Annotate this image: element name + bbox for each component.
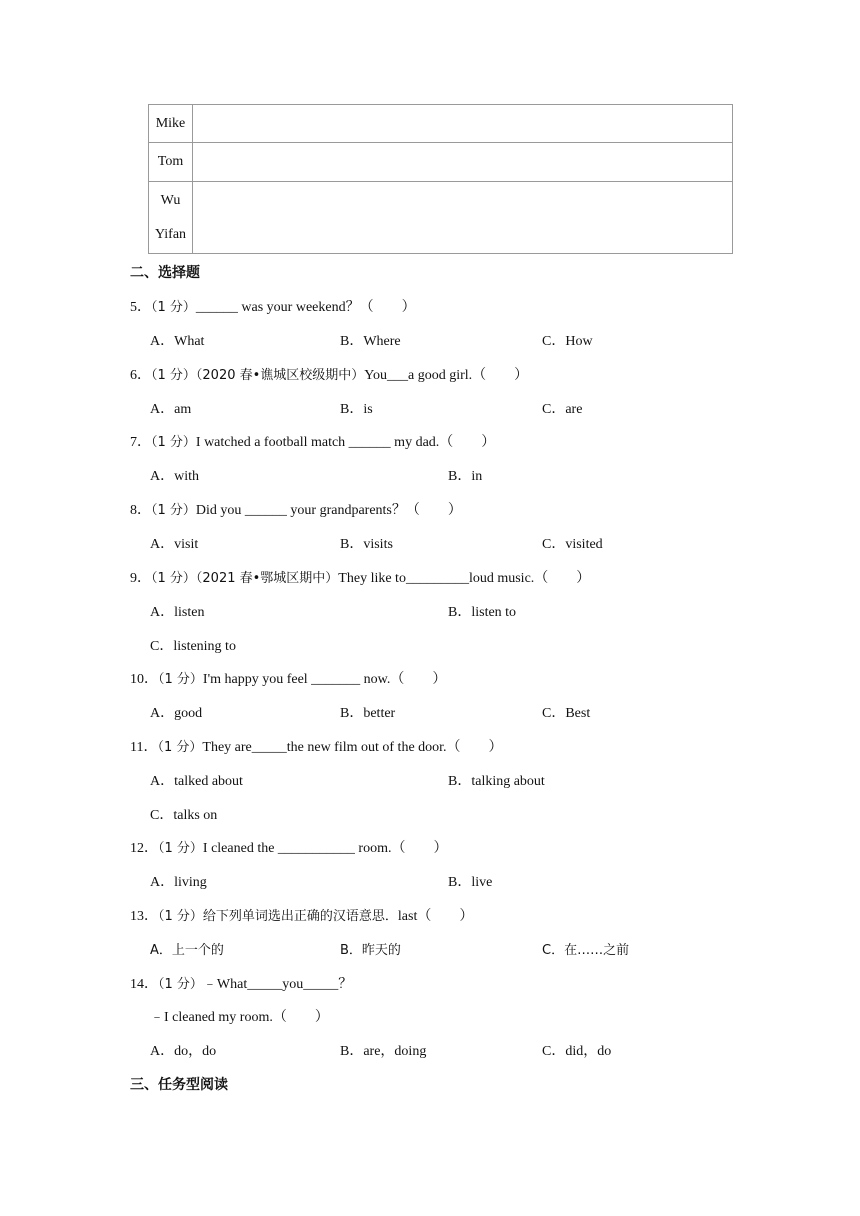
option-a: A．with: [150, 469, 199, 484]
option-a: A．visit: [150, 537, 199, 552]
question-10: [130, 668, 446, 688]
option-a: A．What: [150, 334, 205, 349]
names-table: [148, 104, 733, 254]
section-heading-reading: 三、任务型阅读: [130, 1077, 228, 1093]
option-b: B．live: [448, 875, 493, 890]
question-points: （1 分）: [158, 841, 203, 856]
question-instruction: 给下列单词选出正确的汉语意思．: [202, 909, 398, 924]
answer-cell: [193, 182, 733, 254]
option-b: B．talking about: [448, 774, 545, 789]
table-row: [149, 182, 733, 254]
question-stem: last（ ）: [397, 909, 474, 924]
table-row: [149, 143, 733, 182]
question-number: 10．: [130, 672, 158, 687]
question-stem: You___a good girl.（ ）: [364, 368, 529, 383]
option-a: A．talked about: [150, 774, 243, 789]
name-line: Wu: [160, 192, 181, 208]
question-stem: They are_____the new film out of the door.（ ）: [202, 740, 503, 755]
option-c: C．did，do: [542, 1044, 612, 1059]
question-points: （1 分）: [151, 368, 196, 383]
question-number: 5．: [130, 300, 151, 315]
question-stem: I cleaned the ___________ room.（ ）: [202, 841, 448, 856]
question-source: （2021 春•鄂城区期中）: [195, 571, 339, 586]
option-b: B．visits: [340, 537, 393, 552]
question-number: 9．: [130, 571, 151, 586]
question-9: [130, 567, 590, 587]
question-number: 8．: [130, 503, 151, 518]
question-points: （1 分）: [151, 300, 196, 315]
question-stem: I watched a football match ______ my dad.（ ）: [195, 435, 496, 450]
question-number: 6．: [130, 368, 151, 383]
option-c: C．How: [542, 334, 593, 349]
question-7: [130, 431, 495, 451]
option-a: A．living: [150, 875, 207, 890]
option-a: A．上一个的: [150, 943, 224, 958]
question-points: （1 分）: [158, 909, 203, 924]
question-stem: ﹣What_____you_____？: [202, 977, 353, 992]
answer-cell: [193, 143, 733, 182]
section-heading-choice: 二、选择题: [130, 265, 200, 281]
question-6: [130, 364, 528, 384]
option-a: A．listen: [150, 605, 205, 620]
question-11: [130, 736, 503, 756]
option-a: A．am: [150, 402, 192, 417]
question-number: 13．: [130, 909, 158, 924]
question-12: [130, 837, 447, 857]
question-points: （1 分）: [157, 740, 203, 755]
question-points: （1 分）: [151, 435, 196, 450]
question-stem: ______ was your weekend？（ ）: [195, 300, 416, 315]
question-8: [130, 499, 462, 519]
name-cell: [149, 182, 193, 254]
name-cell: Tom: [149, 143, 193, 182]
option-b: B．in: [448, 469, 483, 484]
option-c: C．visited: [542, 537, 603, 552]
option-b: B．better: [340, 706, 396, 721]
question-number: 14．: [130, 977, 158, 992]
option-b: B．is: [340, 402, 373, 417]
option-a: A．good: [150, 706, 203, 721]
name-line: Yifan: [154, 226, 187, 242]
question-points: （1 分）: [151, 571, 196, 586]
option-c: C．listening to: [150, 639, 236, 654]
question-number: 12．: [130, 841, 158, 856]
option-c: C．talks on: [150, 808, 218, 823]
option-b: B．listen to: [448, 605, 517, 620]
answer-cell: [193, 105, 733, 143]
name-cell: Mike: [149, 105, 193, 143]
question-source: （2020 春•谯城区校级期中）: [195, 368, 365, 383]
table-row: [149, 105, 733, 143]
question-14: [130, 973, 352, 993]
question-stem-line2: ﹣I cleaned my room.（ ）: [150, 1010, 329, 1025]
question-points: （1 分）: [158, 672, 203, 687]
question-stem: I'm happy you feel _______ now.（ ）: [202, 672, 447, 687]
option-b: B．are，doing: [340, 1044, 427, 1059]
question-5: [130, 296, 416, 316]
option-c: C．are: [542, 402, 583, 417]
option-c: C．Best: [542, 706, 591, 721]
option-c: C．在……之前: [542, 943, 630, 958]
question-points: （1 分）: [151, 503, 196, 518]
question-stem: They like to_________loud music.（ ）: [338, 571, 591, 586]
question-13: [130, 905, 473, 925]
question-stem: Did you ______ your grandparents？（ ）: [195, 503, 462, 518]
question-points: （1 分）: [158, 977, 203, 992]
option-b: B．昨天的: [340, 943, 401, 958]
option-b: B．Where: [340, 334, 401, 349]
question-number: 11．: [130, 740, 158, 755]
question-number: 7．: [130, 435, 151, 450]
option-a: A．do，do: [150, 1044, 217, 1059]
